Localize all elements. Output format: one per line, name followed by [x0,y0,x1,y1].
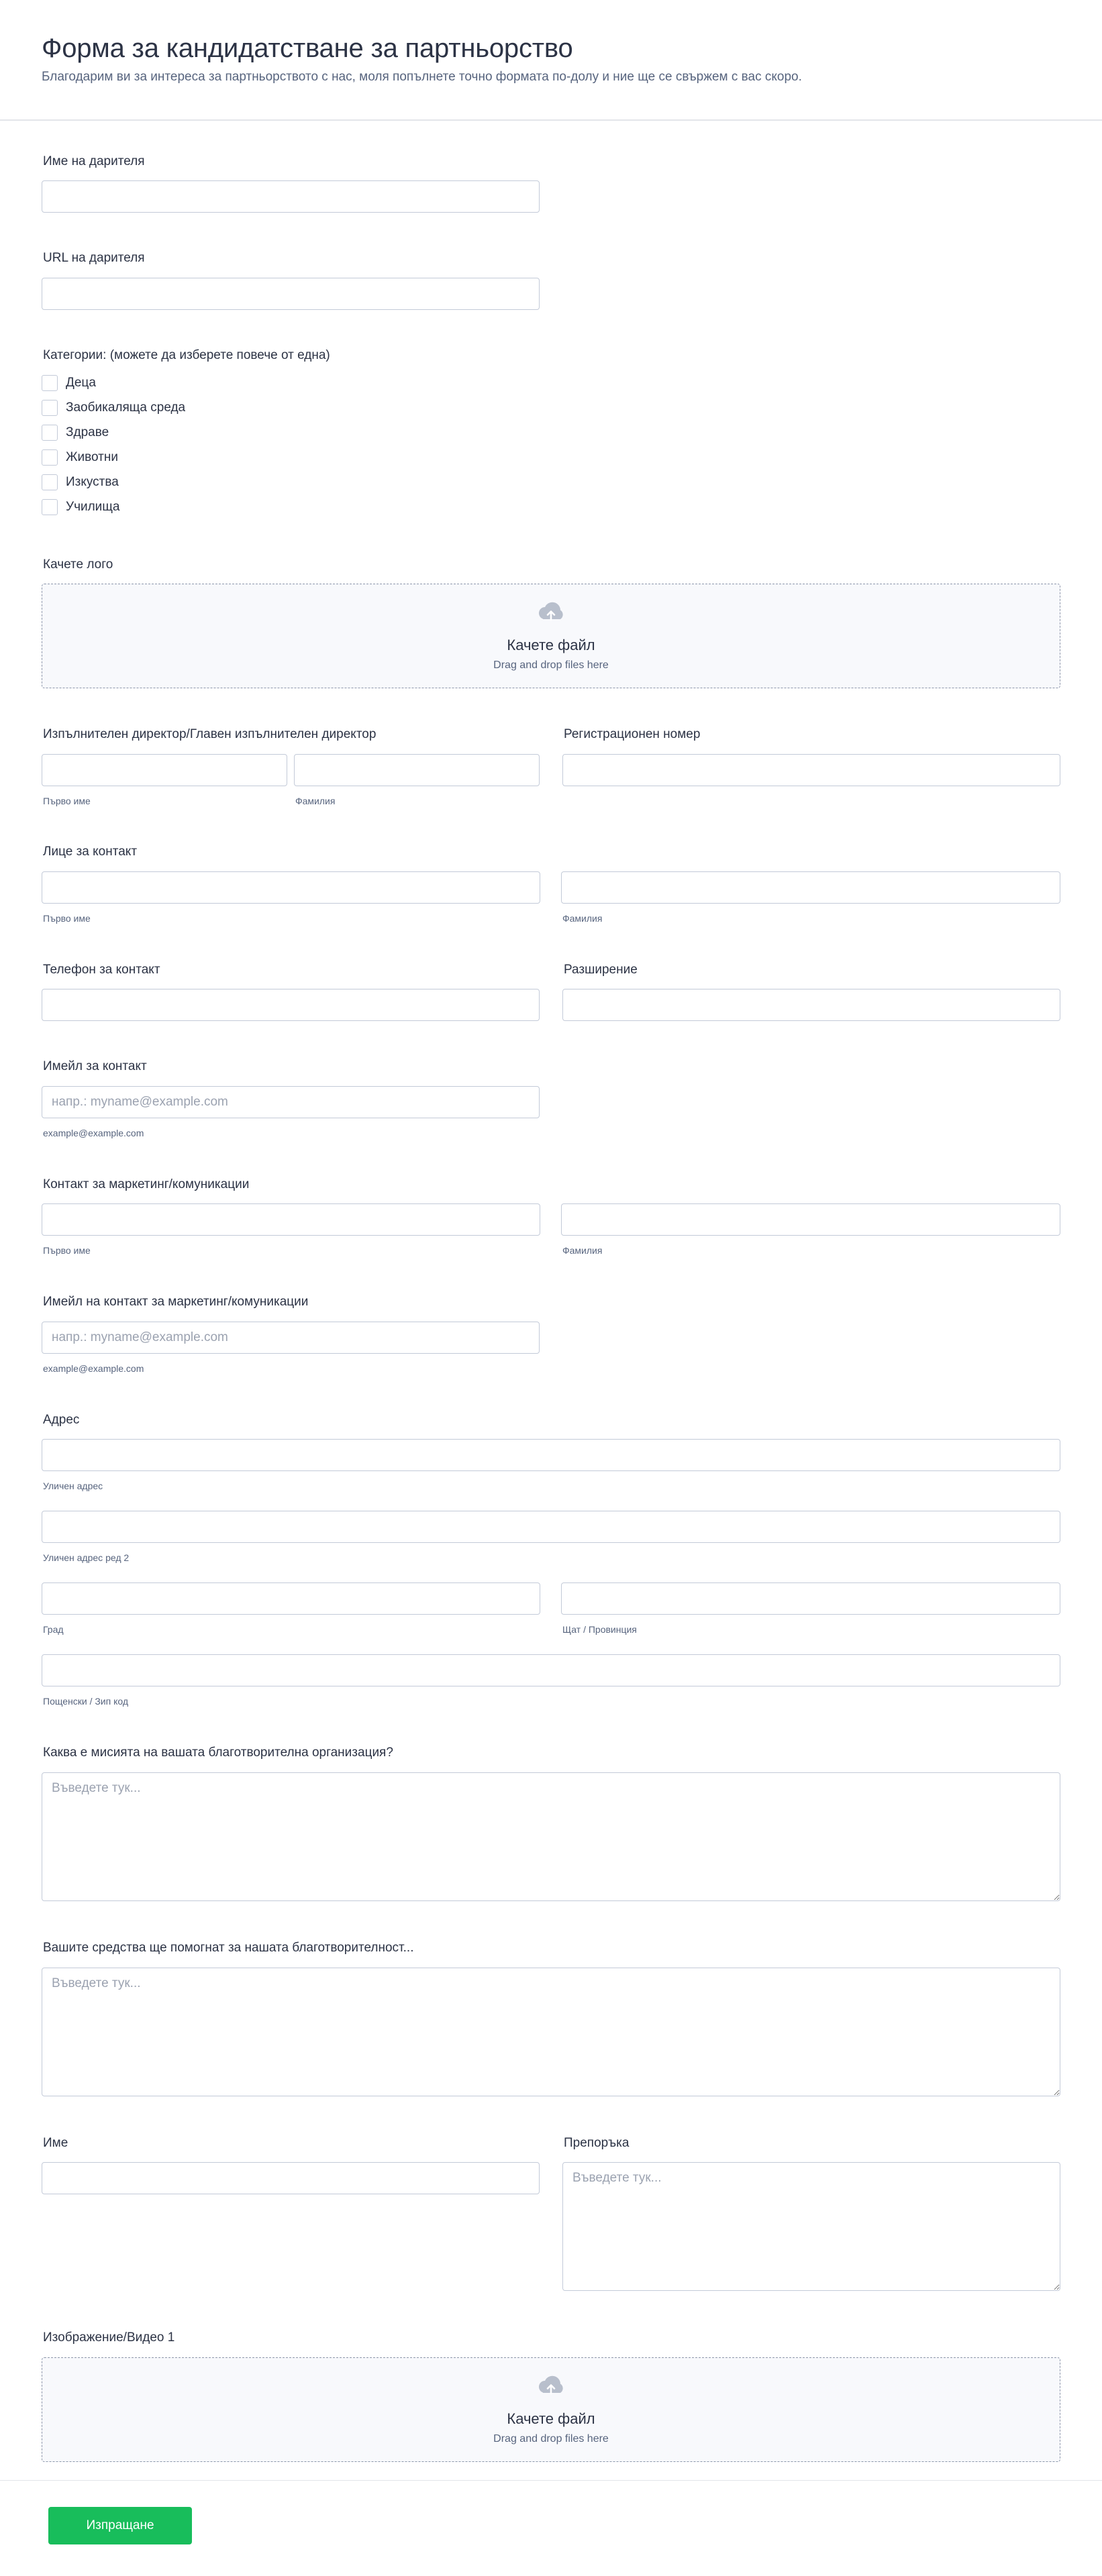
executive-director-label: Изпълнителен директор/Главен изпълнителен директор [43,727,377,741]
contact-person-first-name-input[interactable] [42,871,540,904]
marketing-contact-label: Контакт за маркетинг/комуникации [43,1177,250,1191]
category-label: Деца [66,376,96,390]
category-option-children[interactable] [42,374,96,392]
category-label: Здраве [66,425,109,439]
funds-label: Вашите средства ще помогнат за нашата благотворителност... [43,1941,414,1955]
executive-director-last-name-input[interactable] [294,754,540,786]
cloud-upload-icon [535,600,567,625]
contact-phone-input[interactable] [42,989,540,1021]
first-name-sublabel: Първо име [43,1245,91,1256]
postal-code-input[interactable] [42,1654,1060,1686]
category-label: Изкуства [66,475,119,489]
cloud-upload-icon [535,2374,567,2398]
street-address-line2-sublabel: Уличен адрес ред 2 [43,1552,130,1563]
extension-label: Разширение [564,963,638,977]
checkbox[interactable] [42,499,58,515]
mission-textarea[interactable] [42,1772,1060,1901]
contact-email-label: Имейл за контакт [43,1059,147,1073]
marketing-email-label: Имейл на контакт за маркетинг/комуникации [43,1295,309,1309]
upload-hint: Drag and drop files here [493,659,609,671]
registration-number-label: Регистрационен номер [564,727,701,741]
recommendation-label: Препоръка [564,2136,630,2150]
contact-person-label: Лице за контакт [43,845,138,859]
donor-name-label: Име на дарителя [43,154,145,168]
donor-url-input[interactable] [42,278,540,310]
registration-number-input[interactable] [562,754,1060,786]
last-name-sublabel: Фамилия [562,913,603,924]
marketing-email-sublabel: example@example.com [43,1363,144,1374]
category-label: Училища [66,500,120,514]
category-option-arts[interactable] [42,474,119,491]
donor-url-label: URL на дарителя [43,251,145,265]
media-upload-label: Изображение/Видео 1 [43,2330,175,2345]
form-title: Форма за кандидатстване за партньорство [42,34,573,63]
contact-person-last-name-input[interactable] [561,871,1060,904]
donor-name-input[interactable] [42,180,540,213]
first-name-sublabel: Първо име [43,796,91,806]
last-name-sublabel: Фамилия [562,1245,603,1256]
checkbox[interactable] [42,425,58,441]
extension-input[interactable] [562,989,1060,1021]
executive-director-first-name-input[interactable] [42,754,287,786]
submit-button[interactable]: Изпращане [48,2507,192,2544]
mission-label: Каква е мисията на вашата благотворителна организация? [43,1746,393,1760]
media-upload-dropzone[interactable] [42,2357,1060,2462]
address-label: Адрес [43,1413,80,1427]
marketing-contact-last-name-input[interactable] [561,1203,1060,1236]
category-option-environment[interactable] [42,399,185,417]
checkbox[interactable] [42,474,58,490]
marketing-contact-first-name-input[interactable] [42,1203,540,1236]
category-label: Животни [66,450,118,464]
last-name-sublabel: Фамилия [295,796,336,806]
footer-divider [0,2480,1102,2481]
contact-phone-label: Телефон за контакт [43,963,160,977]
upload-hint: Drag and drop files here [493,2433,609,2445]
checkbox[interactable] [42,449,58,466]
city-sublabel: Град [43,1624,64,1635]
marketing-email-input[interactable] [42,1322,540,1354]
funds-textarea[interactable] [42,1968,1060,2096]
contact-email-sublabel: example@example.com [43,1128,144,1138]
form-subtitle: Благодарим ви за интереса за партньорството с нас, моля попълнете точно формата по-долу и ние ще се свържем с вас скоро. [42,70,802,84]
upload-button-text: Качете файл [507,2410,595,2427]
category-option-health[interactable] [42,424,109,441]
checkbox[interactable] [42,375,58,391]
postal-code-sublabel: Пощенски / Зип код [43,1696,129,1707]
contact-email-input[interactable] [42,1086,540,1118]
name-label: Име [43,2136,68,2150]
state-province-sublabel: Щат / Провинция [562,1624,637,1635]
logo-upload-label: Качете лого [43,557,113,572]
category-option-schools[interactable] [42,498,119,516]
upload-button-text: Качете файл [507,637,595,653]
street-address-input[interactable] [42,1439,1060,1471]
state-province-input[interactable] [561,1582,1060,1615]
street-address-sublabel: Уличен адрес [43,1481,103,1491]
recommendation-textarea[interactable] [562,2162,1060,2291]
category-label: Заобикаляща среда [66,400,186,415]
categories-label: Категории: (можете да изберете повече от една) [43,348,330,362]
logo-upload-dropzone[interactable] [42,584,1060,688]
checkbox[interactable] [42,400,58,416]
form-header [0,0,1102,121]
category-option-animals[interactable] [42,449,118,466]
street-address-line2-input[interactable] [42,1511,1060,1543]
city-input[interactable] [42,1582,540,1615]
name-input[interactable] [42,2162,540,2194]
first-name-sublabel: Първо име [43,913,91,924]
